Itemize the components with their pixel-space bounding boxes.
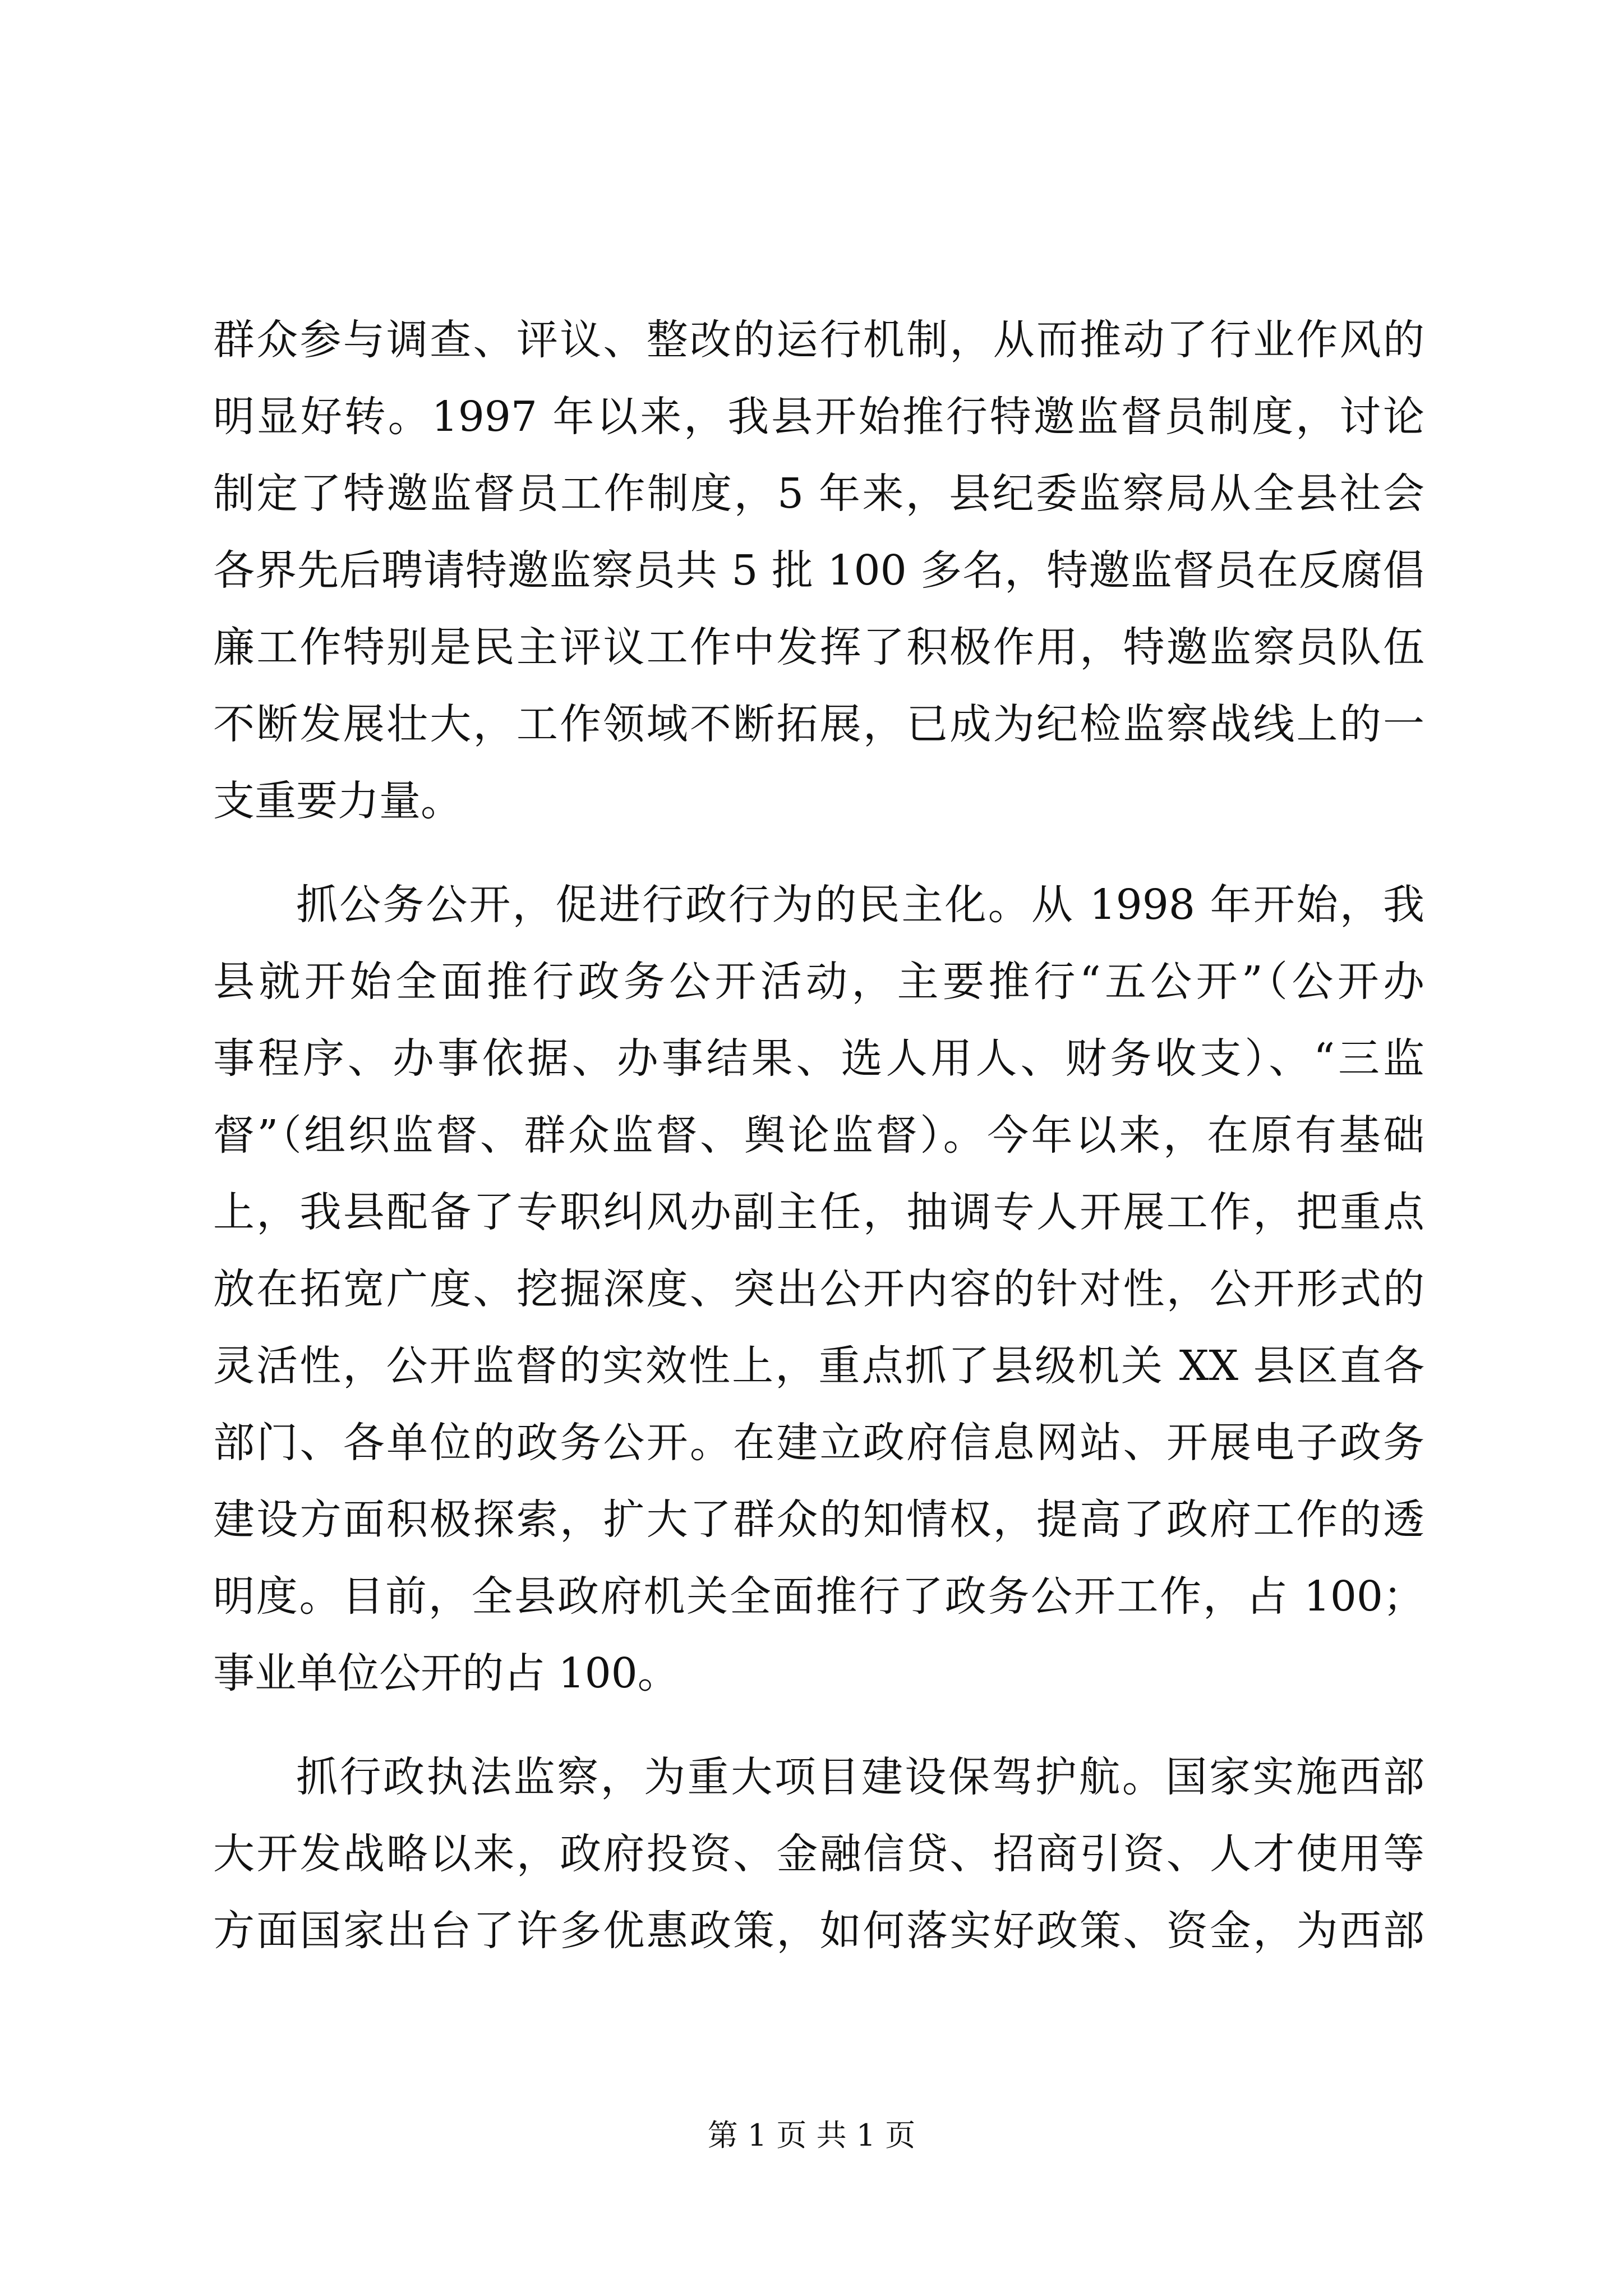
- text-line: 明度。目前，全县政府机关全面推行了政务公开工作，占 100；: [213, 1572, 1424, 1621]
- text-line: 放在拓宽广度、挖掘深度、突出公开内容的针对性，公开形式的: [213, 1265, 1424, 1313]
- page-number-footer: 第 1 页 共 1 页: [707, 2118, 916, 2153]
- text-line: 不断发展壮大，工作领域不断拓展，已成为纪检监察战线上的一: [213, 700, 1424, 748]
- text-line: 督”（组织监督、群众监督、舆论监督）。今年以来，在原有基础: [213, 1111, 1424, 1159]
- text-line: 制定了特邀监督员工作制度，5 年来，县纪委监察局从全县社会: [213, 470, 1424, 518]
- text-line: 方面国家出台了许多优惠政策，如何落实好政策、资金，为西部: [213, 1907, 1424, 1955]
- text-line: 大开发战略以来，政府投资、金融信贷、招商引资、人才使用等: [213, 1830, 1424, 1878]
- text-line: 县就开始全面推行政务公开活动，主要推行“五公开”（公开办: [213, 958, 1424, 1006]
- paragraph-3: [213, 1739, 1424, 1970]
- text-line: 明显好转。1997 年以来，我县开始推行特邀监督员制度，讨论: [213, 393, 1424, 441]
- paragraph-spacing: [213, 1712, 1424, 1739]
- document-body: [213, 302, 1424, 1970]
- text-line: 灵活性，公开监督的实效性上，重点抓了县级机关 XX 县区直各: [213, 1342, 1424, 1390]
- text-line: 各界先后聘请特邀监察员共 5 批 100 多名，特邀监督员在反腐倡: [213, 546, 1424, 595]
- paragraph-spacing: [213, 840, 1424, 867]
- text-line: 上，我县配备了专职纠风办副主任，抽调专人开展工作，把重点: [213, 1188, 1424, 1236]
- text-line: 建设方面积极探索，扩大了群众的知情权，提高了政府工作的透: [213, 1496, 1424, 1544]
- text-line: 部门、各单位的政务公开。在建立政府信息网站、开展电子政务: [213, 1419, 1424, 1467]
- text-line: 廉工作特别是民主评议工作中发挥了积极作用，特邀监察员队伍: [213, 623, 1424, 671]
- text-line: 抓公务公开，促进行政行为的民主化。从 1998 年开始，我: [296, 881, 1424, 929]
- text-line: 事业单位公开的占 100。: [213, 1649, 679, 1697]
- text-line: 支重要力量。: [213, 777, 462, 825]
- text-line: 事程序、办事依据、办事结果、选人用人、财务收支）、“三监: [213, 1034, 1424, 1083]
- paragraph-2: [213, 867, 1424, 1712]
- paragraph-1: [213, 302, 1424, 840]
- text-line: 群众参与调查、评议、整改的运行机制，从而推动了行业作风的: [213, 316, 1424, 364]
- text-line: 抓行政执法监察，为重大项目建设保驾护航。国家实施西部: [296, 1753, 1424, 1801]
